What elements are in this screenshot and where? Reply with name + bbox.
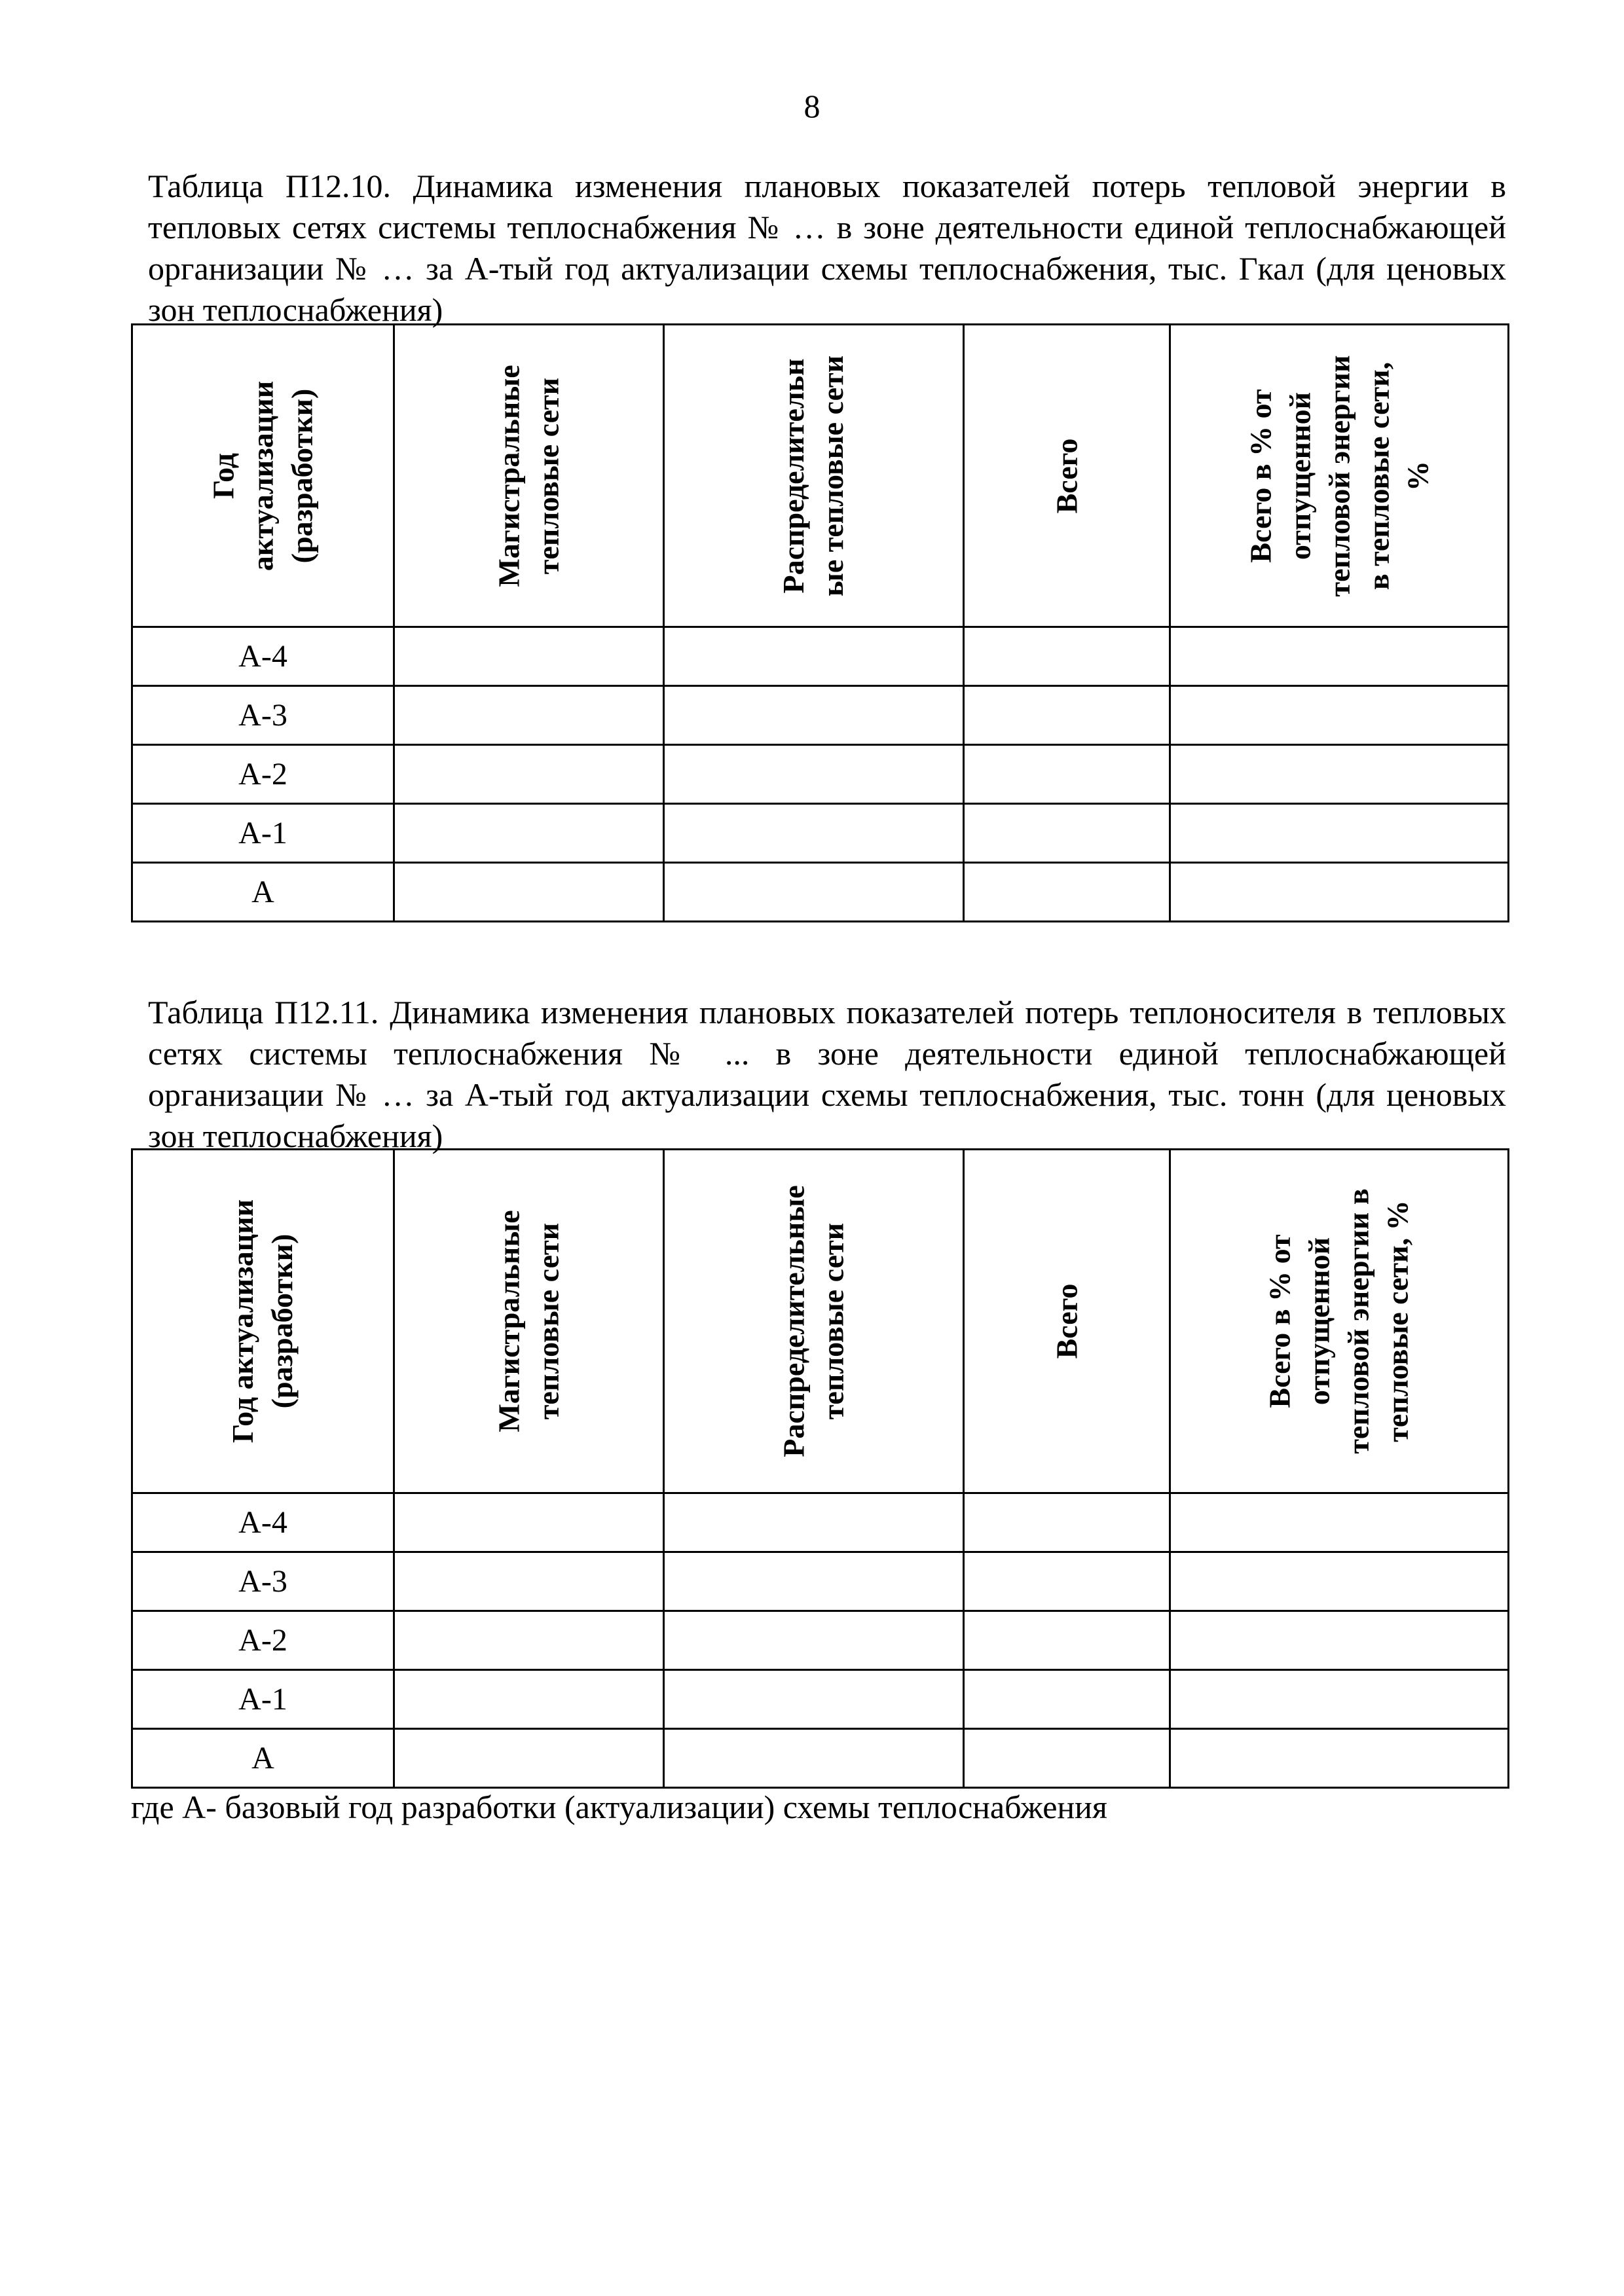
row-label: А-3 xyxy=(132,686,394,745)
table-cell xyxy=(394,627,664,686)
table-cell xyxy=(964,1493,1170,1552)
table-cell xyxy=(964,1552,1170,1611)
table-row xyxy=(132,686,1509,745)
header-total-percent: Всего в % от отпущенной тепловой энергии в тепловые сети, % xyxy=(1170,1150,1509,1493)
table-row xyxy=(132,1611,1509,1670)
table-cell xyxy=(394,1552,664,1611)
table-cell xyxy=(664,1670,964,1729)
table-cell xyxy=(394,863,664,922)
table-cell xyxy=(664,804,964,863)
caption-line: зон теплоснабжения) xyxy=(148,1118,443,1154)
row-label: А-4 xyxy=(132,1493,394,1552)
table-cell xyxy=(964,627,1170,686)
table-cell xyxy=(664,1611,964,1670)
table-cell xyxy=(394,686,664,745)
table-cell xyxy=(664,627,964,686)
table-cell xyxy=(664,1493,964,1552)
table-cell xyxy=(964,745,1170,804)
header-year: Год актуализации (разработки) xyxy=(132,325,394,627)
table-cell xyxy=(1170,1729,1509,1788)
table-cell xyxy=(964,1611,1170,1670)
table-cell xyxy=(664,1729,964,1788)
table-cell xyxy=(1170,627,1509,686)
row-label: А-1 xyxy=(132,1670,394,1729)
header-total: Всего xyxy=(964,1150,1170,1493)
row-label: А-2 xyxy=(132,1611,394,1670)
row-label: А xyxy=(132,863,394,922)
row-label: А xyxy=(132,1729,394,1788)
table-cell xyxy=(394,1493,664,1552)
table-cell xyxy=(964,1670,1170,1729)
caption-line: тепловых сетях системы теплоснабжения № … в зоне деятельности единой теплоснабжающей xyxy=(148,209,1506,246)
row-label: А-1 xyxy=(132,804,394,863)
table-cell xyxy=(394,1670,664,1729)
table-cell xyxy=(964,863,1170,922)
caption-line: тепловых сетях системы теплоснабжения № ... в зоне деятельности единой теплоснабжающей xyxy=(148,994,1507,1072)
table-cell xyxy=(1170,745,1509,804)
table-row xyxy=(132,745,1509,804)
page-number: 8 xyxy=(803,88,821,124)
table-cell xyxy=(1170,1552,1509,1611)
table2-caption xyxy=(148,992,1506,1157)
table-cell xyxy=(1170,804,1509,863)
header-distribution-networks: Распределительные тепловые сети xyxy=(664,1150,964,1493)
table-row xyxy=(132,1552,1509,1611)
table-cell xyxy=(664,745,964,804)
table-cell xyxy=(964,804,1170,863)
table-cell xyxy=(964,686,1170,745)
table-cell xyxy=(1170,1611,1509,1670)
table2 xyxy=(131,1148,1509,1789)
table1-caption xyxy=(148,166,1506,331)
row-label: А-2 xyxy=(132,745,394,804)
caption-line: организации № … за А-тый год актуализации схемы теплоснабжения, тыс. Гкал (для ценовых xyxy=(148,250,1506,287)
table-cell xyxy=(394,745,664,804)
header-total-percent: Всего в % от отпущенной тепловой энергии в тепловые сети, % xyxy=(1170,325,1509,627)
table-row xyxy=(132,804,1509,863)
table-cell xyxy=(1170,1670,1509,1729)
header-row xyxy=(132,1150,1509,1493)
table-cell xyxy=(1170,1493,1509,1552)
table1 xyxy=(131,323,1509,922)
table-row xyxy=(132,1670,1509,1729)
header-year: Год актуализации (разработки) xyxy=(132,1150,394,1493)
table-row xyxy=(132,1729,1509,1788)
table-row xyxy=(132,1493,1509,1552)
row-label: А-4 xyxy=(132,627,394,686)
footnote: где А- базовый год разработки (актуализации) схемы теплоснабжения xyxy=(131,1789,1107,1825)
table-cell xyxy=(394,1729,664,1788)
caption-line: Таблица П12.10. Динамика изменения плановых показателей потерь тепловой энергии в xyxy=(148,168,1506,204)
table-cell xyxy=(664,1552,964,1611)
table-cell xyxy=(664,863,964,922)
table-row xyxy=(132,627,1509,686)
caption-line: Таблица П12.11. Динамика изменения плановых показателей потерь теплоносителя в xyxy=(148,994,1363,1030)
header-distribution-networks: Распределительн ые тепловые сети xyxy=(664,325,964,627)
header-trunk-networks: Магистральные тепловые сети xyxy=(394,1150,664,1493)
table-row xyxy=(132,863,1509,922)
header-total: Всего xyxy=(964,325,1170,627)
header-trunk-networks: Магистральные тепловые сети xyxy=(394,325,664,627)
caption-line: организации № … за А-тый год актуализации схемы теплоснабжения, тыс. тонн (для ценовых xyxy=(148,1076,1506,1113)
table-cell xyxy=(964,1729,1170,1788)
caption-line: зон теплоснабжения) xyxy=(148,291,443,328)
table-cell xyxy=(1170,863,1509,922)
table-cell xyxy=(394,1611,664,1670)
row-label: А-3 xyxy=(132,1552,394,1611)
table-cell xyxy=(1170,686,1509,745)
table-cell xyxy=(664,686,964,745)
table-cell xyxy=(394,804,664,863)
header-row xyxy=(132,325,1509,627)
